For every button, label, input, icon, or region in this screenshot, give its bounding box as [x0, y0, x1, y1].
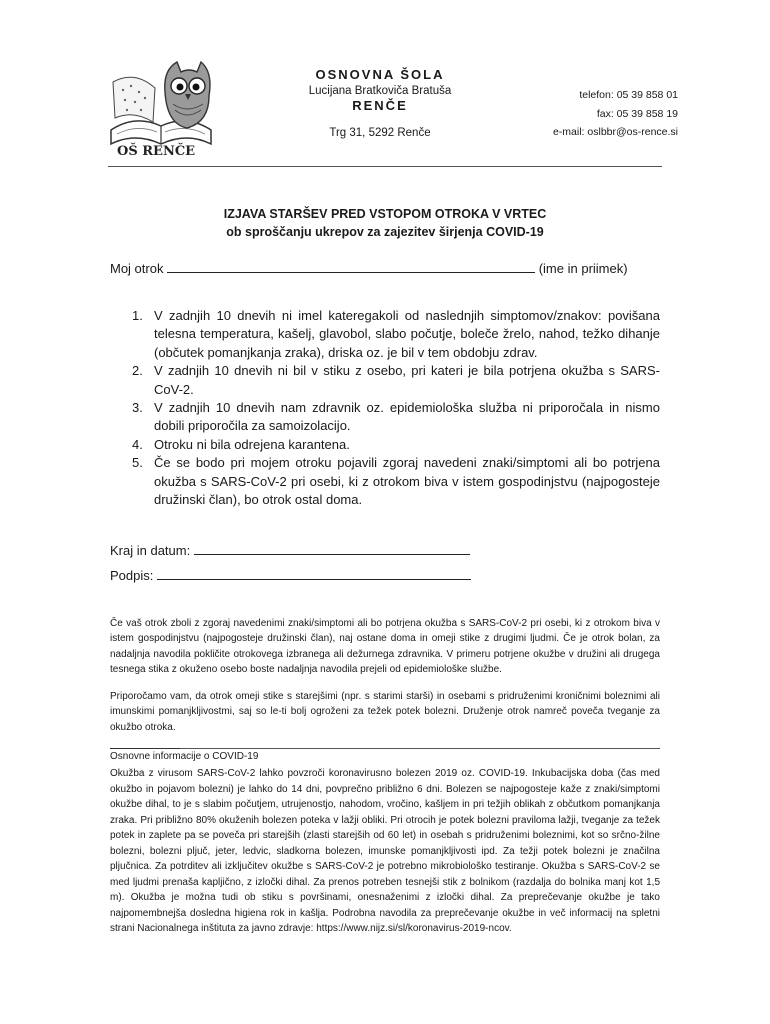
statement-number: 2. — [132, 363, 143, 379]
info-heading: Osnovne informacije o COVID-19 — [110, 751, 259, 762]
statement-text: V zadnjih 10 dnevih ni bil v stiku z osebo, pri kateri je bila potrjena okužba s SARS-CoV-2. — [154, 363, 660, 397]
phone-number: telefon: 05 39 858 01 — [579, 89, 678, 101]
child-name-blank[interactable] — [167, 260, 535, 273]
statement-number: 5. — [132, 455, 143, 471]
document-subtitle: ob sproščanju ukrepov za zajezitev širjenja COVID-19 — [226, 225, 544, 239]
statement-item — [110, 436, 660, 454]
place-date-field — [110, 542, 470, 558]
school-address: Trg 31, 5292 Renče — [329, 127, 431, 139]
statement-number: 1. — [132, 308, 143, 323]
statement-text: Če se bodo pri mojem otroku pojavili zgoraj navedeni znaki/simptomi ali bo potrjena okužba s SARS-CoV-2 pri osebi, ki z otrokom biva v istem gospodinjstvu (najpogosteje družinski član), bo otrok ostal doma. — [154, 455, 660, 508]
statement-item — [110, 362, 660, 399]
school-name: OSNOVNA ŠOLA — [315, 67, 445, 82]
place-date-blank[interactable] — [194, 542, 470, 555]
document-title: IZJAVA STARŠEV PRED VSTOPOM OTROKA V VRTEC — [223, 207, 547, 221]
statement-text: Otroku ni bila odrejena karantena. — [154, 436, 350, 452]
statement-item — [110, 307, 660, 362]
statement-text: V zadnjih 10 dnevih nam zdravnik oz. epidemiološka služba ni priporočala in nismo dobili priporočila za samoizolacijo. — [154, 400, 660, 434]
school-town: RENČE — [352, 98, 408, 113]
signature-field — [110, 567, 471, 583]
header-divider — [108, 166, 662, 167]
email-address: e-mail: oslbbr@os-rence.si — [552, 126, 678, 138]
child-name-label: Moj otrok — [110, 261, 164, 276]
statements-list — [110, 307, 660, 509]
statement-item — [110, 454, 660, 509]
school-subtitle: Lucijana Bratkoviča Bratuša — [308, 85, 452, 97]
logo-text: OŠ RENČE — [117, 144, 196, 158]
note-paragraph-1: Če vaš otrok zboli z zgoraj navedenimi znaki/simptomi ali bo potrjena okužba s SARS-CoV-2 pri osebi, ki z otrokom biva v istem gospodinjstvu (najpogosteje družinski član), naj ostane doma in omeji stike z drugimi ljudmi. Če je otrok bolan, za nadaljnja navodila pokličite otrokovega izbranega ali dežurnega zdravnika. V primeru potrjene okužbe v družini ali drugega tesnega stika z okuženo osebo boste nadaljnja navodila prejeli od epidemiološke službe. — [110, 618, 660, 676]
statement-text: V zadnjih 10 dnevih ni imel kateregakoli od naslednjih simptomov/znakov: povišana telesna temperatura, kašelj, glavobol, slabo počutje, boleče žrelo, nahod, težko dihanje (občutek pomanjkanja zraka), driska oz. je bil v tem obdobju zdrav. — [154, 308, 660, 360]
info-divider-short — [110, 748, 180, 749]
child-name-suffix: (ime in priimek) — [538, 261, 628, 276]
child-name-field — [110, 260, 628, 276]
statement-item — [110, 399, 660, 436]
signature-blank[interactable] — [157, 567, 471, 580]
signature-label: Podpis: — [110, 568, 154, 583]
info-body: Okužba z virusom SARS-CoV-2 lahko povzroči koronavirusno bolezen 2019 oz. COVID-19. Inkubacijska doba (čas med okužbo in pojavom bolezni) je lahko do 14 dni, povprečno približno 6 dni. Bolezen se najpogosteje kaže z znaki/simptomi okužbe dihal, to je s slabim počutjem, utrujenostjo, nahodom, vročino, kašljem in pri težjih oblikah z občutkom pomanjkanja zraka. Pri približno 80% okuženih bolezen poteka v lažji obliki. Pri otrocih je potek bolezni praviloma lažji, tveganje za težek potek in zaplete pa se poveča pri starejših (zlasti starejših od 60 let) in osebah s pridruženimi boleznimi, kot so srčno-žilne bolezni, bolezni pljuč, jeter, ledvic, sladkorna bolezen, imunske pomanjkljivosti ipd. Za težji potek bolezni je značilna pljučnica. Za potrditev ali izključitev okužbe s SARS-CoV-2 je potrebno mikrobiološko testiranje. Okužba s SARS-CoV-2 se med ljudmi prenaša kapljično, z izločki dihal. Za prenos potreben tesnejši stik z bolnikom (razdalja do bolnika manj kot 1,5 m). Okužba je možna tudi ob stiku s površinami, onesnaženimi z izločki dihal. Za preprečevanje okužbe je tako najpomembnejša dosledna higiena rok in kašlja. Podrobna navodila za preprečevanje okužbe in več informacij na spletni strani Nacionalnega inštituta za javno zdravje: https://www.nijz.si/sl/koronavirus-2019-ncov. — [110, 768, 660, 934]
place-date-label: Kraj in datum: — [110, 543, 191, 558]
info-divider — [110, 748, 660, 749]
statement-number: 3. — [132, 400, 143, 416]
statement-number: 4. — [132, 436, 143, 452]
note-paragraph-2: Priporočamo vam, da otrok omeji stike s starejšimi (npr. s starimi starši) in osebami s pridruženimi kroničnimi boleznimi ali imunskimi pomanjkljivostmi, saj so le-ti bolj ogroženi za težek potek bolezni. Druženje otrok namreč poveča tveganje za okužbo otroka. — [110, 691, 660, 733]
school-logo — [105, 52, 217, 158]
fax-number: fax: 05 39 858 19 — [596, 108, 678, 120]
